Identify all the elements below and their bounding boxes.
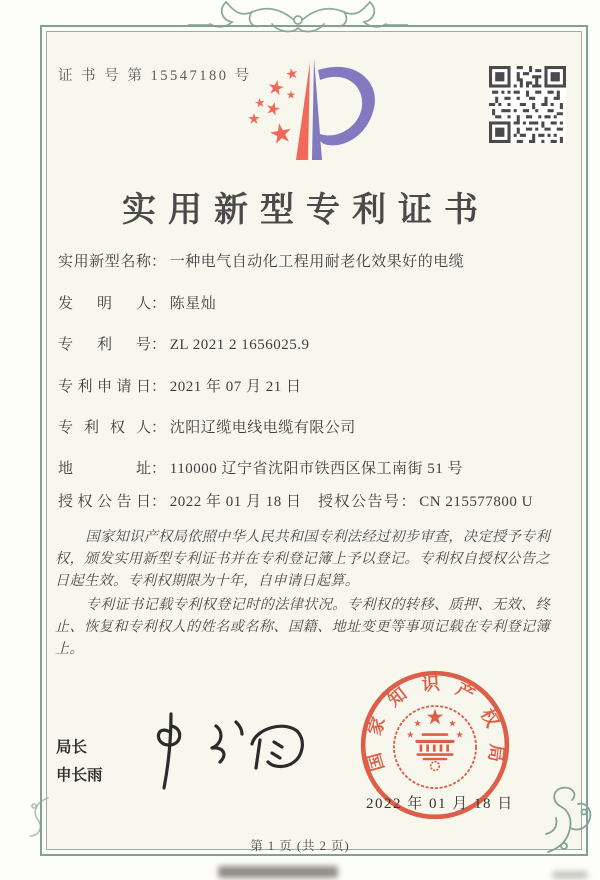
field-label: 地址	[58, 461, 151, 477]
seal-authority-text: 国家知识产权局	[363, 673, 508, 774]
field-inventor: 发明人： 陈星灿	[58, 294, 560, 315]
page-number: 第 1 页 (共 2 页)	[250, 839, 350, 853]
field-utility-model-name: 实用新型名称： 一种电气自动化工程用耐老化效果好的电缆	[58, 252, 560, 273]
signer-title: 局长	[56, 739, 88, 756]
field-label: 发明人	[58, 296, 151, 312]
signer-block	[56, 734, 103, 790]
signature-shen-changyu	[140, 710, 320, 795]
field-value: 110000 辽宁省沈阳市铁西区保工南街 51 号	[169, 461, 463, 477]
legal-paragraph-2: 专利证书记载专利权登记时的法律状况。专利权的转移、质押、无效、终止、恢复和专利权人的姓名或名称、国籍、地址变更等事项记载在专利登记簿上。	[55, 597, 550, 657]
field-label: 专利权人	[58, 420, 151, 436]
field-value: 2021 年 07 月 21 日	[169, 379, 302, 395]
national-emblem	[394, 706, 476, 788]
field-value: 2022 年 01 月 18 日	[169, 494, 302, 510]
field-filing-date: 专利申请日： 2021 年 07 月 21 日	[58, 377, 560, 398]
top-dragon-ornament	[188, 0, 408, 40]
corner-ornament-bottom-left	[24, 792, 54, 840]
photo-artifact	[552, 871, 588, 879]
field-address: 地址： 110000 辽宁省沈阳市铁西区保工南街 51 号	[58, 459, 560, 480]
field-label: 授权公告号	[318, 494, 401, 510]
field-label: 专利申请日	[58, 379, 151, 395]
field-value: 陈星灿	[169, 296, 217, 312]
qr-code	[489, 66, 566, 143]
corner-ornament-bottom-right	[540, 782, 598, 858]
cnipa-logo	[238, 56, 388, 166]
field-value: ZL 2021 2 1656025.9	[169, 337, 310, 353]
signer-name: 申长雨	[56, 767, 103, 784]
field-label: 授权公告日	[58, 494, 151, 510]
legal-paragraph-1: 国家知识产权局依照中华人民共和国专利法经过初步审查，决定授予专利权，颁发实用新型专利证书并在专利登记簿上予以登记。专利权自授权公告之日起生效。专利权期限为十年，自申请日起算。	[55, 529, 550, 589]
field-value: CN 215577800 U	[419, 494, 533, 510]
certificate-number: 证 书 号 第 15547180 号	[58, 68, 252, 84]
field-grant-number: 授权公告号： CN 215577800 U	[318, 494, 533, 510]
legal-text	[55, 526, 550, 662]
field-grant-row: 授权公告日： 2022 年 01 月 18 日 授权公告号： CN 215577800 U	[58, 492, 560, 513]
certificate-title: 实用新型专利证书	[122, 192, 490, 229]
issue-date: 2022 年 01 月 18 日	[366, 796, 514, 812]
field-label: 专利号	[58, 337, 151, 353]
field-label: 实用新型名称	[58, 254, 151, 270]
field-patent-number: 专利号： ZL 2021 2 1656025.9	[58, 335, 560, 356]
field-value: 沈阳辽缆电线电缆有限公司	[169, 420, 356, 436]
field-value: 一种电气自动化工程用耐老化效果好的电缆	[169, 254, 465, 270]
photo-artifact	[218, 866, 338, 878]
field-patentee: 专利权人： 沈阳辽缆电线电缆有限公司	[58, 418, 560, 439]
